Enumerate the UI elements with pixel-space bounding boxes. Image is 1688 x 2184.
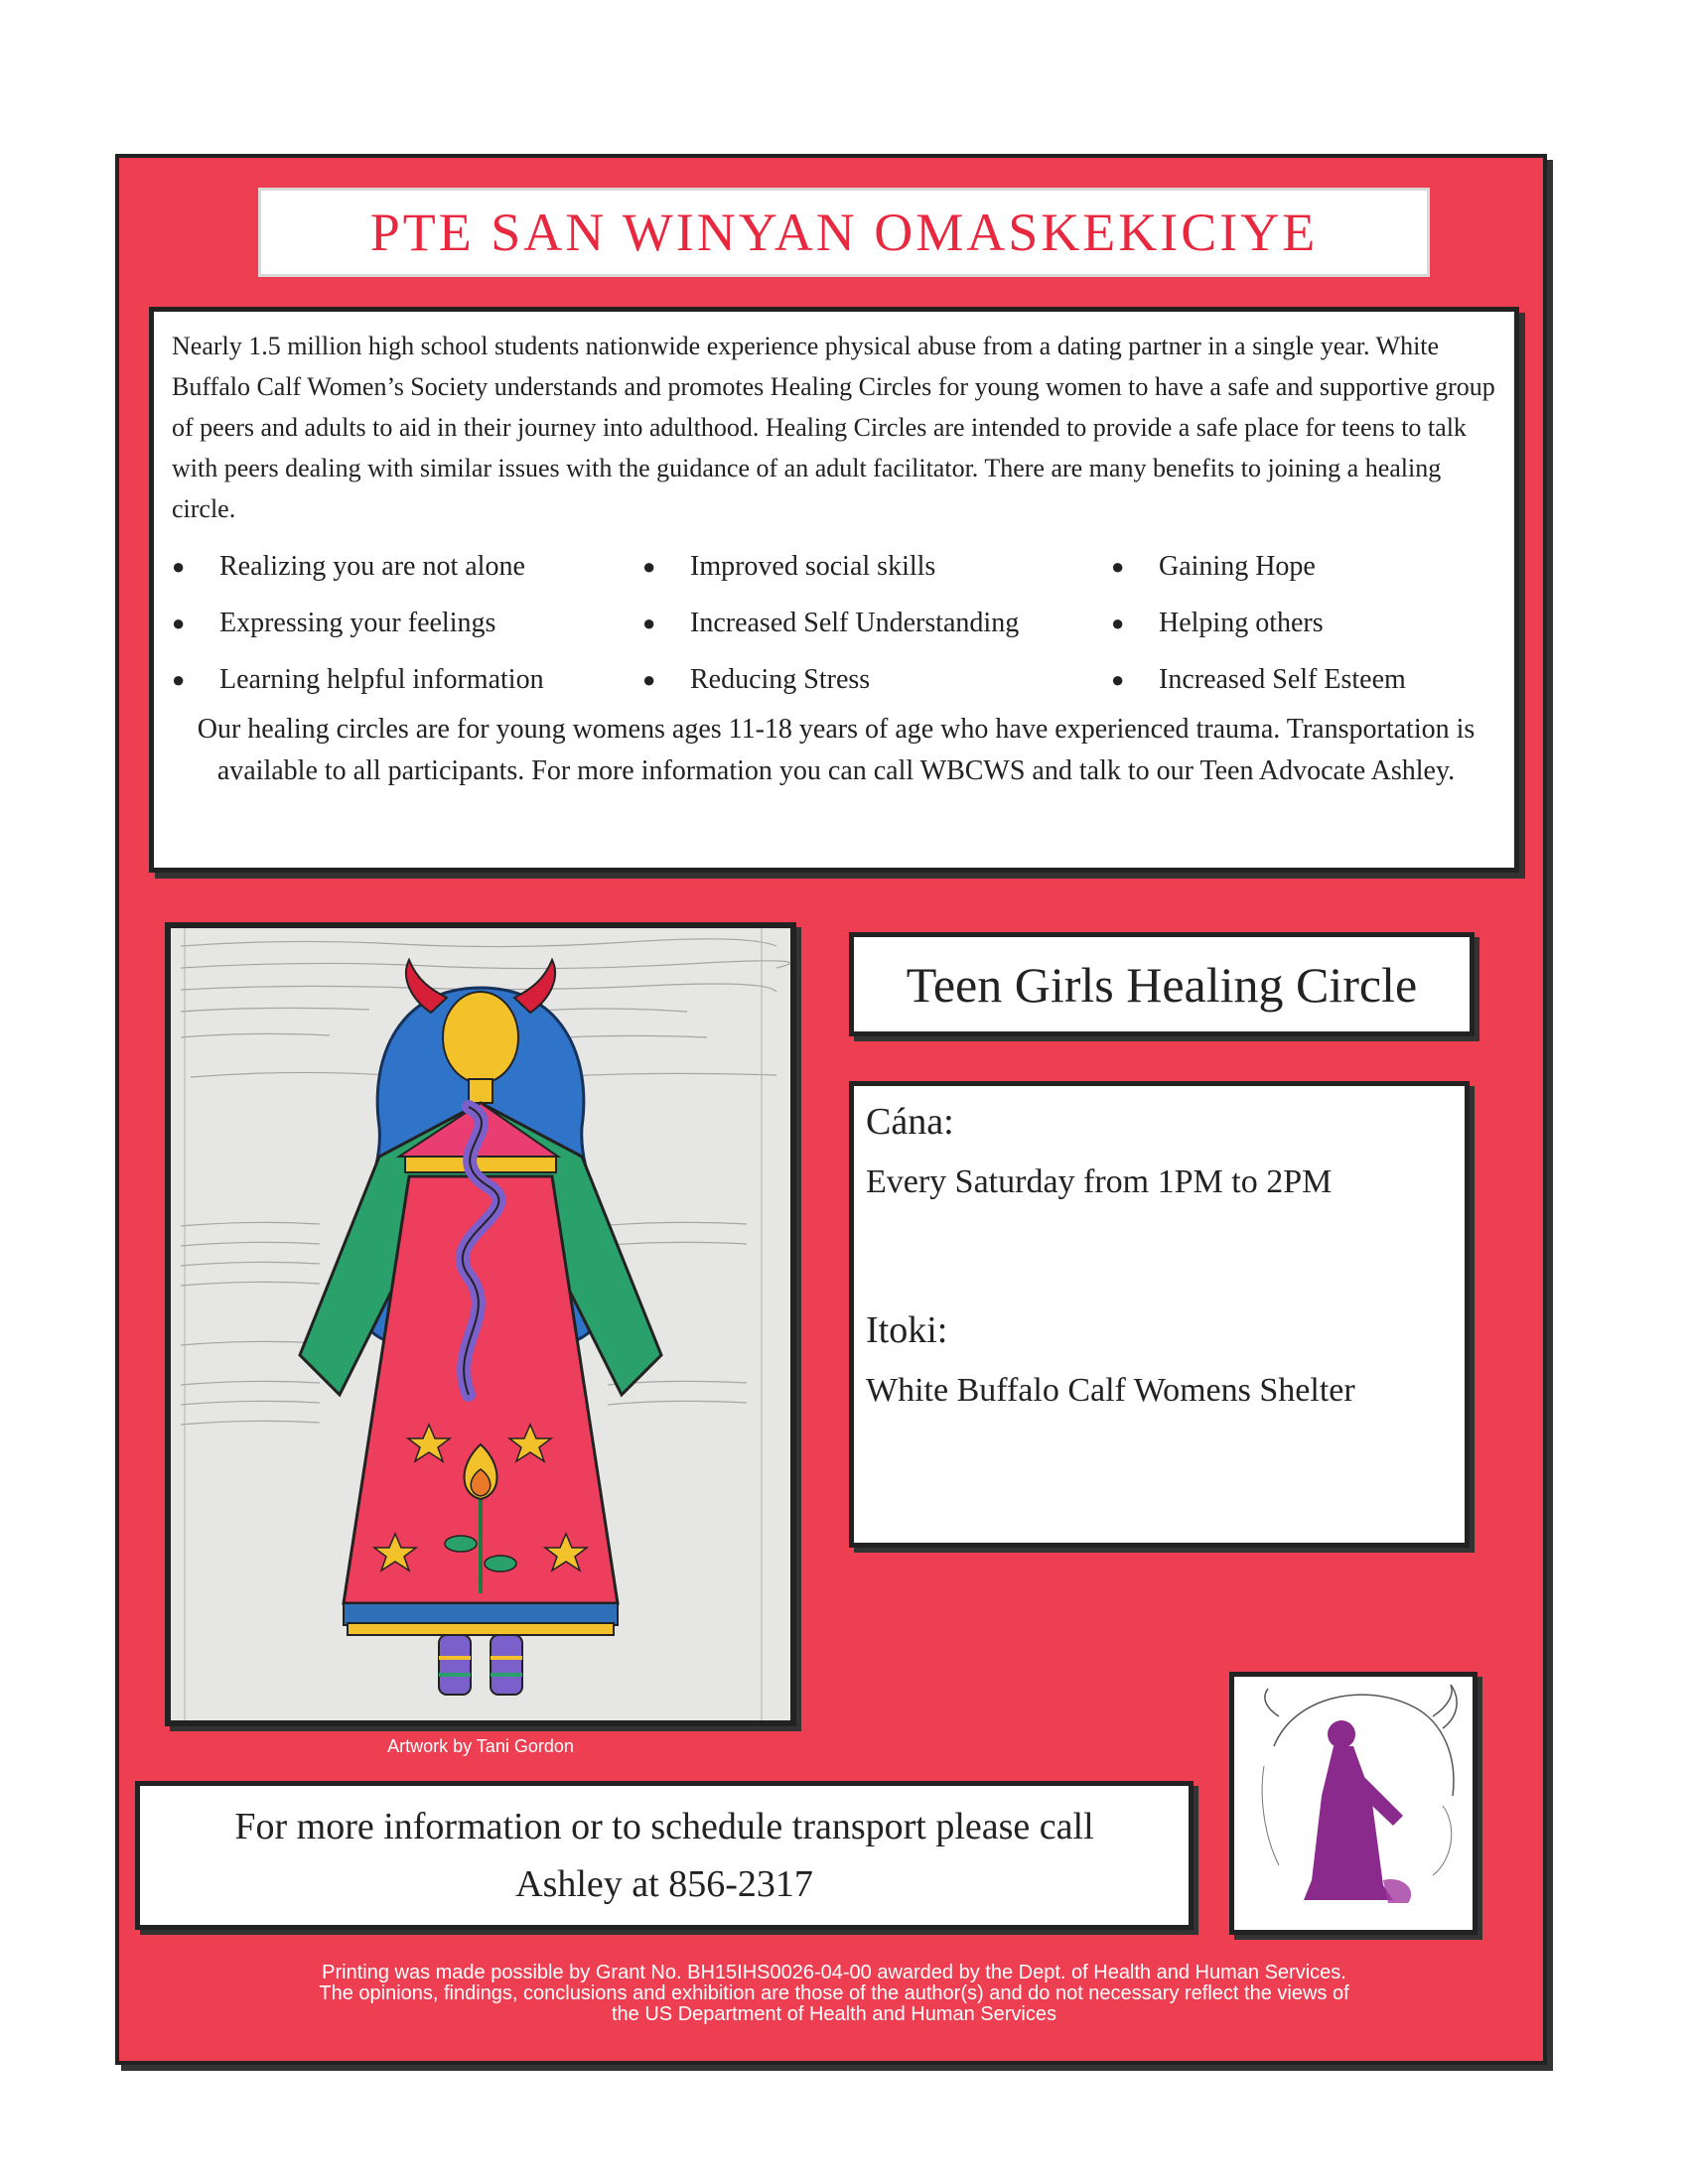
intro-panel bbox=[149, 307, 1519, 873]
event-details-box bbox=[849, 1081, 1470, 1548]
artwork-illustration bbox=[171, 928, 790, 1720]
benefit-item: ● Reducing Stress bbox=[642, 663, 871, 695]
benefit-item: ● Gaining Hope bbox=[1111, 550, 1316, 582]
contact-line-2: Ashley at 856-2317 bbox=[515, 1863, 813, 1905]
benefits-list bbox=[172, 543, 1500, 703]
bullet-icon: ● bbox=[172, 666, 186, 692]
footer-line-2: The opinions, findings, conclusions and exhibition are those of the author(s) and do not necessary reflect the views of bbox=[319, 1982, 1349, 2004]
benefit-item: ● Helping others bbox=[1111, 607, 1324, 638]
bullet-icon: ● bbox=[642, 610, 656, 635]
benefit-item: ● Improved social skills bbox=[642, 550, 936, 582]
closing-paragraph: Our healing circles are for young womens ages 11-18 years of age who have experienced trauma. Transportation is available to all participants. For more information you can call WBCWS and talk to our Teen Advocate Ashley. bbox=[197, 714, 1476, 786]
bullet-icon: ● bbox=[1111, 666, 1125, 692]
bullet-icon: ● bbox=[172, 610, 186, 635]
bullet-icon: ● bbox=[642, 553, 656, 579]
contact-box bbox=[135, 1781, 1194, 1930]
title-banner bbox=[258, 188, 1430, 277]
event-title: Teen Girls Healing Circle bbox=[906, 956, 1418, 1013]
page-title: PTE SAN WINYAN OMASKEKICIYE bbox=[369, 203, 1319, 262]
grant-footer bbox=[179, 1963, 1489, 2025]
benefit-item: ● Increased Self Esteem bbox=[1111, 663, 1406, 695]
benefit-item: ● Learning helpful information bbox=[172, 663, 544, 695]
bullet-icon: ● bbox=[1111, 553, 1125, 579]
buffalo-woman-logo-icon bbox=[1234, 1677, 1473, 1930]
flyer-poster bbox=[115, 154, 1547, 2065]
artwork-image bbox=[165, 922, 796, 1726]
where-value: White Buffalo Calf Womens Shelter bbox=[866, 1372, 1355, 1409]
artwork-caption: Artwork by Tani Gordon bbox=[387, 1736, 574, 1756]
bullet-icon: ● bbox=[172, 553, 186, 579]
bullet-icon: ● bbox=[642, 666, 656, 692]
where-label: Itoki: bbox=[866, 1309, 948, 1351]
logo-box bbox=[1229, 1672, 1477, 1935]
when-value: Every Saturday from 1PM to 2PM bbox=[866, 1163, 1333, 1200]
when-label: Cána: bbox=[866, 1101, 954, 1143]
benefit-item: ● Increased Self Understanding bbox=[642, 607, 1020, 638]
benefit-item: ● Expressing your feelings bbox=[172, 607, 496, 638]
footer-line-3: the US Department of Health and Human Services bbox=[612, 2003, 1056, 2025]
footer-line-1: Printing was made possible by Grant No. BH15IHS0026-04-00 awarded by the Dept. of Health and Human Services. bbox=[322, 1962, 1346, 1983]
benefit-item: ● Realizing you are not alone bbox=[172, 550, 525, 582]
intro-paragraph: Nearly 1.5 million high school students nationwide experience physical abuse from a dating partner in a single year. White Buffalo Calf Women’s Society understands and promotes Healing Circles for young women to have a safe and supportive group of peers and adults to aid in their journey into adulthood. Healing Circles are intended to provide a safe place for teens to talk with peers dealing with similar issues with the guidance of an adult facilitator. There are many benefits to joining a healing circle. bbox=[172, 332, 1495, 523]
event-title-box bbox=[849, 932, 1475, 1036]
contact-line-1: For more information or to schedule transport please call bbox=[234, 1806, 1094, 1847]
bullet-icon: ● bbox=[1111, 610, 1125, 635]
